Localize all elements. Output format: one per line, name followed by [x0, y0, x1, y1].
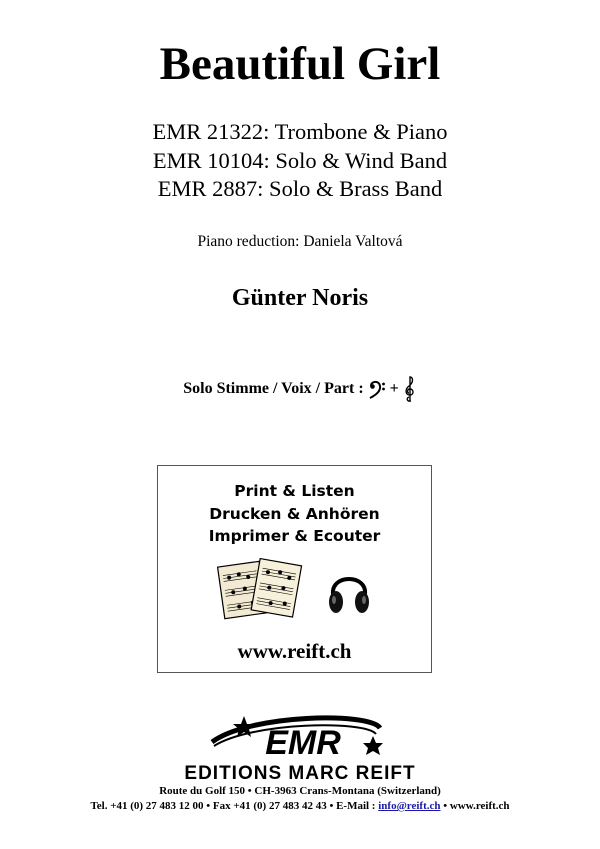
headphones-icon [326, 564, 372, 620]
part-label-row [0, 374, 600, 404]
website-link[interactable]: www.reift.ch [237, 639, 352, 663]
treble-clef-icon [403, 374, 417, 404]
email-link[interactable]: info@reift.ch [378, 800, 441, 812]
promo-line: Imprimer & Ecouter [208, 527, 381, 545]
sheet-music-icon [217, 558, 303, 620]
promo-line: Drucken & Anhören [209, 504, 380, 523]
publisher-contact [0, 799, 600, 813]
edition-item: EMR 21322: Trombone & Piano [152, 119, 448, 144]
promo-text [158, 480, 431, 548]
emr-logo [140, 712, 460, 784]
publisher-address: Route du Golf 150 • CH-3963 Crans-Montana (Switzerland) [159, 785, 441, 797]
bass-clef-icon [368, 378, 386, 400]
page-title: Beautiful Girl [159, 38, 441, 90]
contact-website: • www.reift.ch [443, 800, 510, 812]
plus-sign: + [389, 380, 399, 397]
composer-name: Günter Noris [231, 285, 369, 311]
piano-reduction-credit: Piano reduction: Daniela Valtová [197, 233, 403, 250]
logo-name: EDITIONS MARC REIFT [184, 763, 416, 784]
edition-item: EMR 2887: Solo & Brass Band [157, 176, 443, 201]
promo-line: Print & Listen [234, 482, 355, 500]
print-listen-box[interactable] [157, 465, 432, 673]
edition-item: EMR 10104: Solo & Wind Band [152, 147, 448, 173]
edition-list [0, 118, 600, 204]
part-label: Solo Stimme / Voix / Part : [183, 380, 364, 397]
contact-phone-fax: Tel. +41 (0) 27 483 12 00 • Fax +41 (0) 27 483 42 43 • E-Mail : [90, 800, 376, 812]
logo-mark: EMR [265, 724, 341, 762]
